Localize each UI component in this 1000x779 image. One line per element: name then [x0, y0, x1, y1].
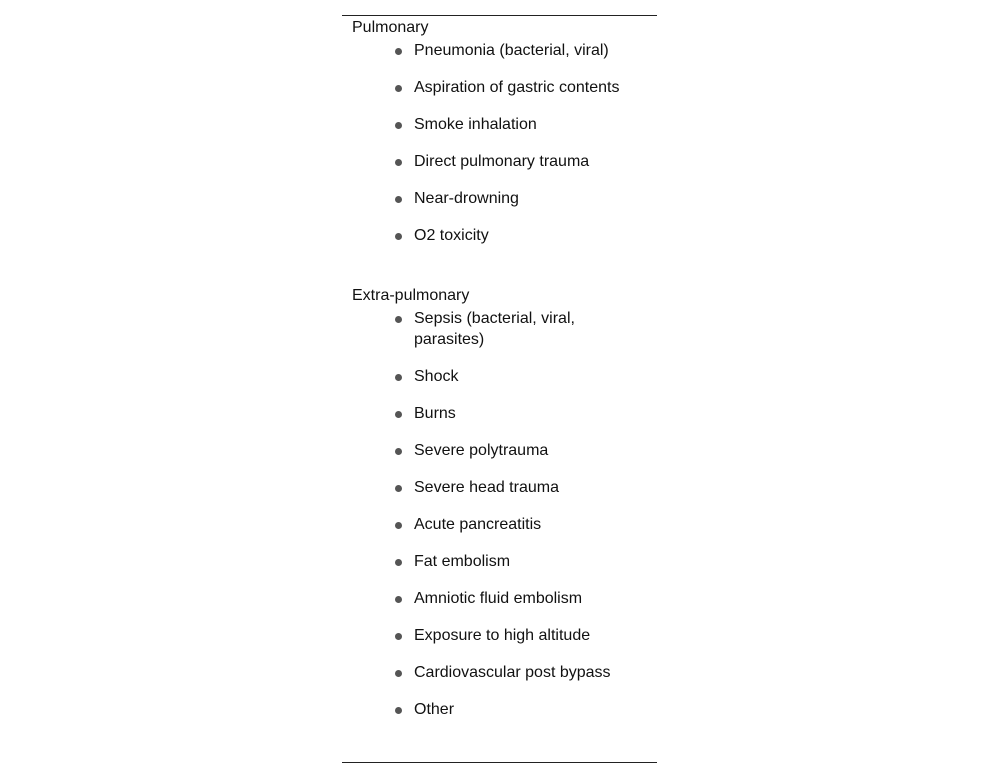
section-title-pulmonary: Pulmonary [352, 19, 429, 36]
bullet-icon [395, 122, 402, 129]
list-item [342, 114, 657, 135]
list-item [342, 151, 657, 172]
list-item [342, 403, 657, 424]
list-item [342, 77, 657, 98]
bullet-icon [395, 522, 402, 529]
list-item [342, 477, 657, 498]
list-item [342, 662, 657, 683]
list-item-text: Amniotic fluid embolism [414, 590, 583, 607]
list-item-text: Aspiration of gastric contents [414, 79, 620, 96]
bullet-icon [395, 596, 402, 603]
list-item-text: Near-drowning [414, 190, 519, 207]
pulmonary-list [342, 40, 657, 262]
extra-pulmonary-list [342, 308, 657, 736]
bullet-icon [395, 411, 402, 418]
bullet-icon [395, 48, 402, 55]
list-item [342, 551, 657, 572]
bullet-icon [395, 196, 402, 203]
bullet-icon [395, 633, 402, 640]
list-item [342, 514, 657, 535]
list-item-text: O2 toxicity [414, 227, 489, 244]
bullet-icon [395, 233, 402, 240]
list-item [342, 366, 657, 387]
bullet-icon [395, 316, 402, 323]
list-item-text: Cardiovascular post bypass [414, 664, 611, 681]
list-item [342, 699, 657, 720]
list-item-text: Smoke inhalation [414, 116, 537, 133]
list-item [342, 308, 657, 350]
list-item-text: Other [414, 701, 455, 718]
list-item-text: Acute pancreatitis [414, 516, 542, 533]
list-item-text: Exposure to high altitude [414, 627, 591, 644]
list-item-text: Direct pulmonary trauma [414, 153, 590, 170]
bullet-icon [395, 85, 402, 92]
section-title-extra-pulmonary: Extra-pulmonary [352, 287, 470, 304]
list-item [342, 625, 657, 646]
list-item [342, 440, 657, 461]
bullet-icon [395, 707, 402, 714]
bullet-icon [395, 559, 402, 566]
list-item-text: Burns [414, 405, 456, 422]
list-item-text: Pneumonia (bacterial, viral) [414, 42, 609, 59]
list-item-text: Severe polytrauma [414, 442, 549, 459]
list-item [342, 588, 657, 609]
list-item-text: Fat embolism [414, 553, 511, 570]
causes-table [342, 15, 657, 763]
bullet-icon [395, 670, 402, 677]
list-item-text: Sepsis (bacterial, viral, parasites) [414, 310, 575, 348]
bullet-icon [395, 485, 402, 492]
bullet-icon [395, 159, 402, 166]
bullet-icon [395, 448, 402, 455]
list-item [342, 40, 657, 61]
list-item [342, 225, 657, 246]
list-item [342, 188, 657, 209]
list-item-text: Severe head trauma [414, 479, 559, 496]
bullet-icon [395, 374, 402, 381]
list-item-text: Shock [414, 368, 459, 385]
